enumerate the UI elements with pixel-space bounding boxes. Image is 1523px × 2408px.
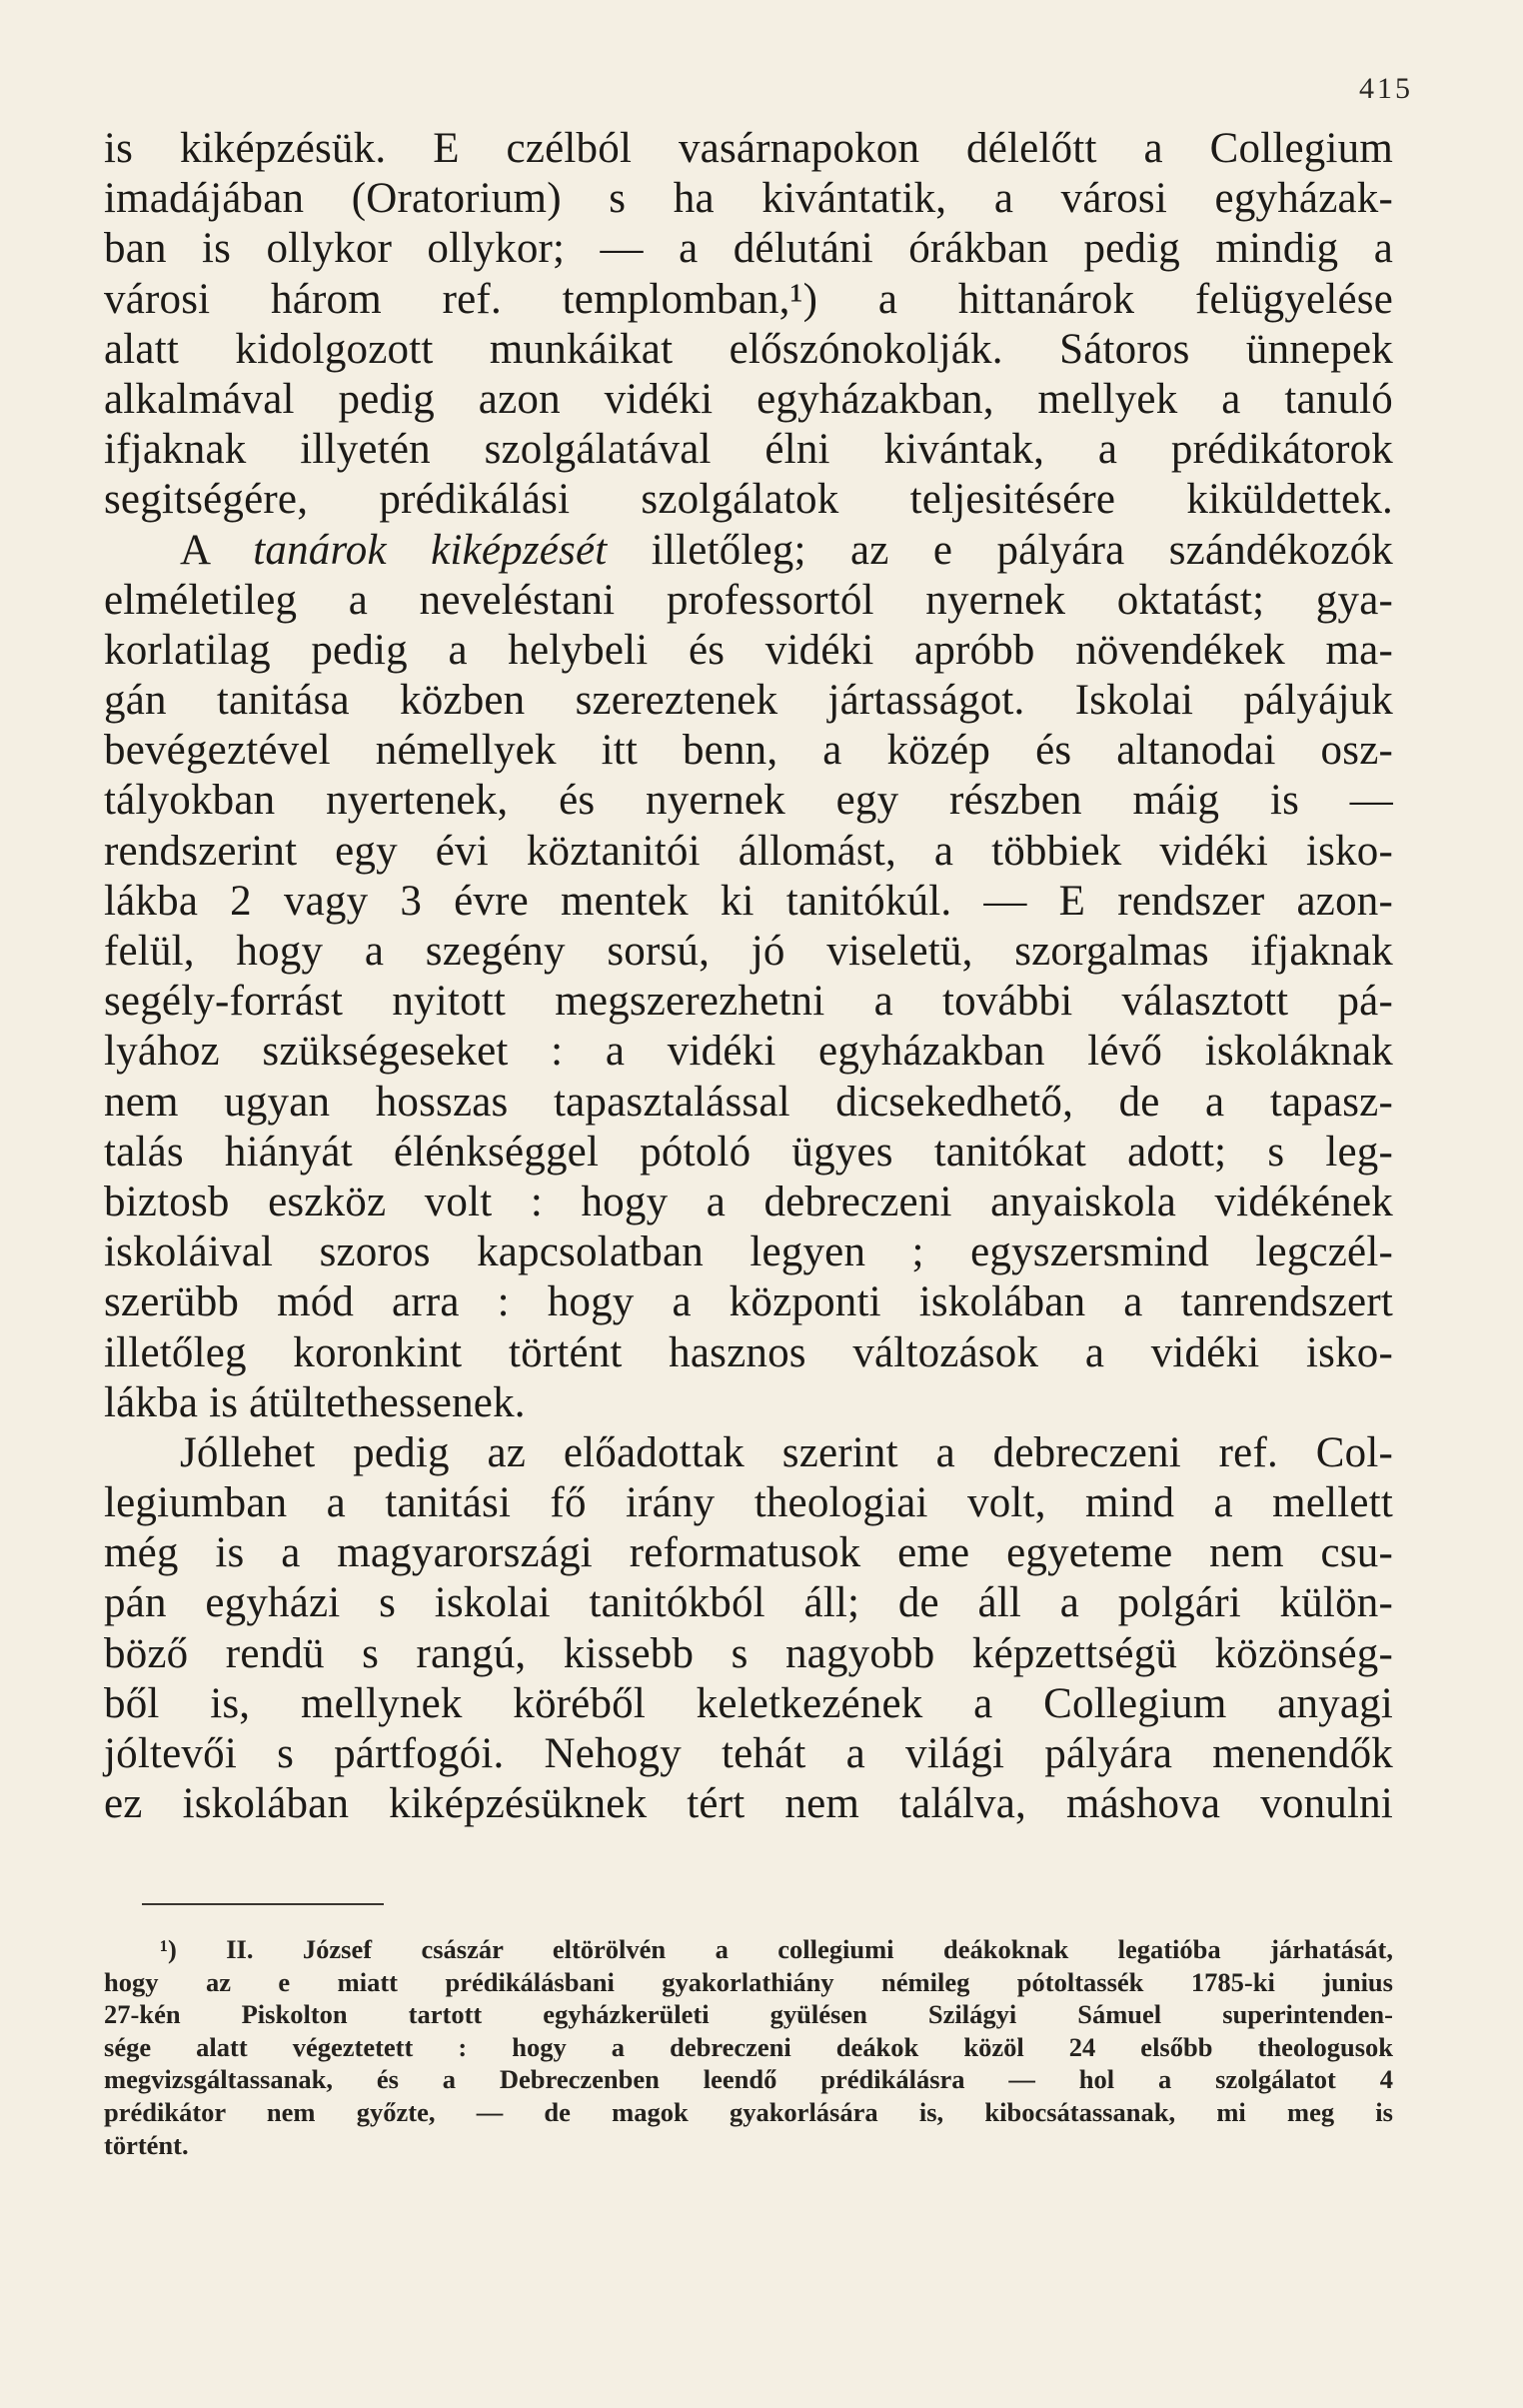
text-line: bevégeztével némellyek itt benn, a közép és altanodai osz- xyxy=(104,727,1393,775)
text-line: segély-forrást nyitott megszerezhetni a további választott pá- xyxy=(104,978,1393,1026)
text-fragment: A xyxy=(180,526,254,574)
text-line: illetőleg koronkint történt hasznos változások a vidéki isko- xyxy=(104,1328,1393,1376)
text-line: legiumban a tanitási fő irány theologiai volt, mind a mellett xyxy=(104,1479,1393,1527)
text-line: alkalmával pedig azon vidéki egyházakban, mellyek a tanuló xyxy=(104,375,1393,423)
text-line: ifjaknak illyetén szolgálatával élni kivántak, a prédikátorok xyxy=(104,426,1393,474)
text-line: jóltevői s pártfogói. Nehogy tehát a világi pályára menendők xyxy=(104,1730,1393,1777)
text-line: pán egyházi s iskolai tanitókból áll; de áll a polgári külön- xyxy=(104,1579,1393,1627)
text-line: korlatilag pedig a helybeli és vidéki apróbb növendékek ma- xyxy=(104,626,1393,674)
footnote-line: prédikátor nem győzte, — de magok gyakorlására is, kibocsátassanak, mi meg is xyxy=(104,2096,1393,2127)
text-line: is kiképzésük. E czélból vasárnapokon délelőtt a Collegium xyxy=(104,125,1393,172)
page-number: 415 xyxy=(1359,72,1413,105)
text-line: rendszerint egy évi köztanitói állomást, a többiek vidéki isko- xyxy=(104,827,1393,875)
text-line: ből is, mellynek köréből keletkezének a Collegium anyagi xyxy=(104,1679,1393,1727)
text-line: lyához szükségeseket : a vidéki egyházakban lévő iskoláknak xyxy=(104,1028,1393,1076)
text-line: segitségére, prédikálási szolgálatok teljesitésére kiküldettek. xyxy=(104,476,1393,524)
text-line-with-emphasis xyxy=(104,526,1393,576)
text-line: lákba is átültethessenek. xyxy=(104,1378,526,1426)
text-line: talás hiányát élénkséggel pótoló ügyes tanitókat adott; s leg- xyxy=(104,1128,1393,1176)
text-line: imadájában (Oratorium) s ha kivántatik, a városi egyházak- xyxy=(104,175,1393,223)
footnote-line: hogy az e miatt prédikálásbani gyakorlathiány némileg pótoltassék 1785-ki junius xyxy=(104,1966,1393,1997)
footnote-line: sége alatt végeztetett : hogy a debreczeni deákok közöl 24 elsőbb theologusok xyxy=(104,2031,1393,2062)
text-line: Jóllehet pedig az előadottak szerint a debreczeni ref. Col- xyxy=(180,1428,1393,1476)
text-line: ez iskolában kiképzésüknek tért nem találva, máshova vonulni xyxy=(104,1780,1393,1828)
footnote-line: megvizsgáltassanak, és a Debreczenben leendő prédikálásra — hol a szolgálatot 4 xyxy=(104,2064,1393,2095)
text-line: városi három ref. templomban,¹) a hittanárok felügyelése xyxy=(104,275,1393,323)
footnote-line: 27-kén Piskolton tartott egyházkerületi gyülésen Szilágyi Sámuel superintenden- xyxy=(104,1999,1393,2030)
footnote-divider xyxy=(142,1903,384,1905)
text-line: szerübb mód arra : hogy a központi iskolában a tanrendszert xyxy=(104,1278,1393,1326)
text-line: biztosb eszköz volt : hogy a debreczeni anyaiskola vidékének xyxy=(104,1178,1393,1225)
text-line: alatt kidolgozott munkáikat előszónokolják. Sátoros ünnepek xyxy=(104,325,1393,373)
text-line: iskoláival szoros kapcsolatban legyen ; egyszersmind legczél- xyxy=(104,1228,1393,1276)
text-line: nem ugyan hosszas tapasztalással dicsekedhető, de a tapasz- xyxy=(104,1078,1393,1126)
footnote xyxy=(104,1933,1393,2161)
text-fragment: illetőleg; az e pályára szándékozók xyxy=(607,526,1393,574)
text-line: még is a magyarországi reformatusok eme egyeteme nem csu- xyxy=(104,1529,1393,1577)
text-line: felül, hogy a szegény sorsú, jó viseletü, szorgalmas ifjaknak xyxy=(104,928,1393,975)
text-line: lákba 2 vagy 3 évre mentek ki tanitókúl. — E rendszer azon- xyxy=(104,877,1393,925)
text-line: tályokban nyertenek, és nyernek egy részben máig is — xyxy=(104,777,1393,825)
text-line: elméletileg a neveléstani professortól nyernek oktatást; gya- xyxy=(104,576,1393,624)
emphasized-phrase: tanárok kiképzését xyxy=(253,526,608,574)
footnote-line: ¹) II. József császár eltörölvén a collegiumi deákoknak legatióba járhatását, xyxy=(160,1934,1393,1964)
text-line: böző rendü s rangú, kissebb s nagyobb képzettségü közönség- xyxy=(104,1629,1393,1677)
text-line: ban is ollykor ollykor; — a délutáni órákban pedig mindig a xyxy=(104,225,1393,273)
main-text xyxy=(104,124,1393,1829)
footnote-line: történt. xyxy=(104,2129,189,2160)
text-line: gán tanitása közben szereztenek jártasságot. Iskolai pályájuk xyxy=(104,677,1393,725)
